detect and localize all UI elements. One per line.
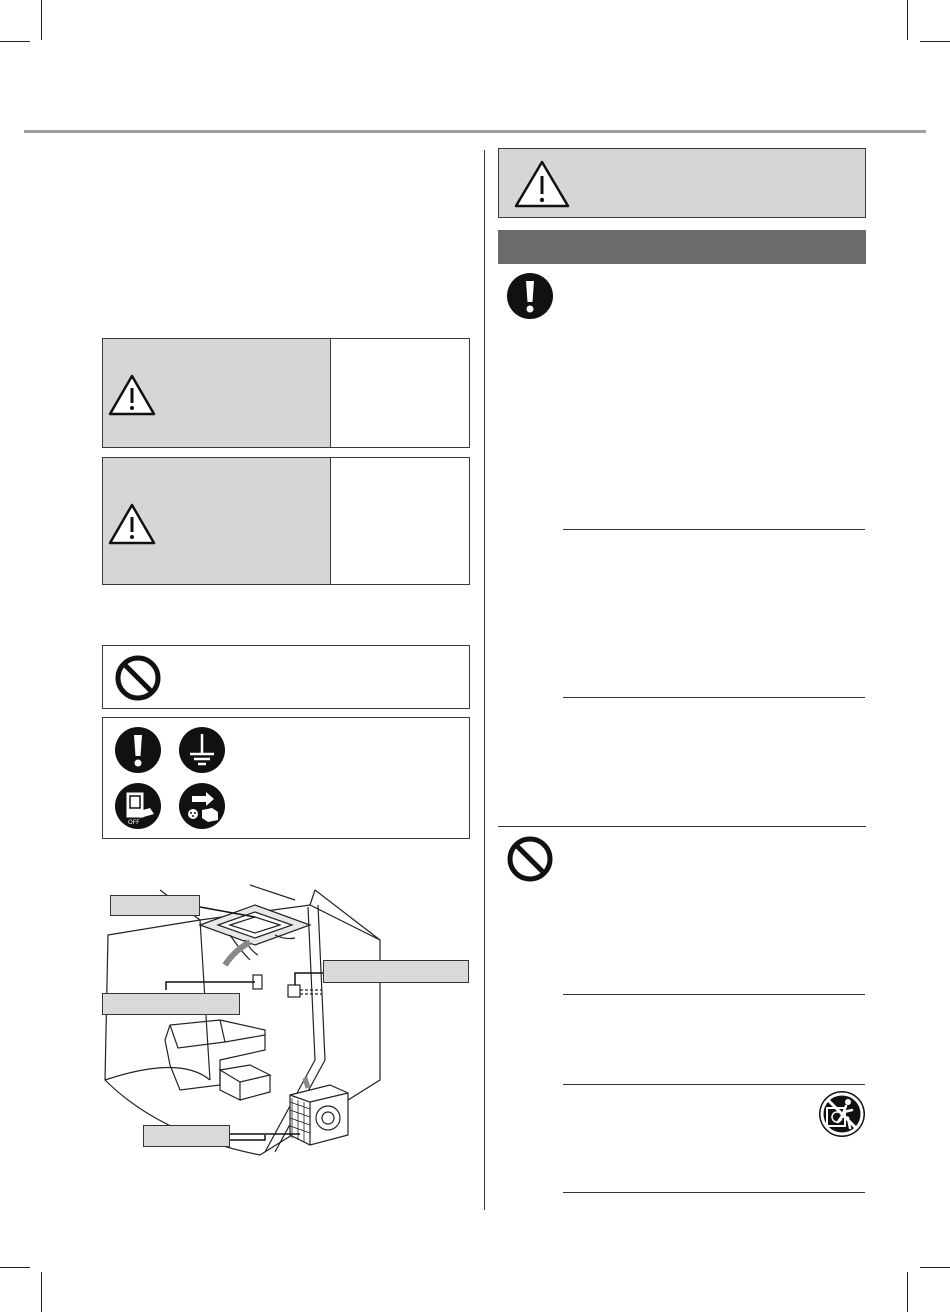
- crop-mark-tr-vertical: [907, 0, 908, 40]
- caution-label-cell: [102, 457, 331, 585]
- warning-label-cell: [102, 338, 331, 448]
- outdoor-unit-callout: [143, 1125, 230, 1147]
- no-climbing-icon: [818, 1090, 866, 1138]
- remote-controller-callout: [102, 993, 240, 1015]
- section-bar: [498, 230, 866, 264]
- indoor-unit-callout: [110, 895, 200, 916]
- prohibited-icon: [506, 835, 554, 883]
- crop-mark-tl-horizontal: [0, 41, 30, 42]
- warning-triangle-icon: [107, 373, 157, 417]
- exclamation-icon: [506, 272, 554, 320]
- crop-mark-tl-vertical: [41, 0, 42, 40]
- room-illustration: [100, 880, 470, 1160]
- warning-table-row-2: [102, 457, 470, 585]
- warning-triangle-icon: [107, 502, 157, 546]
- crop-mark-br-vertical: [907, 1272, 908, 1312]
- ground-icon: [178, 726, 226, 774]
- svg-text:OFF: OFF: [128, 819, 140, 826]
- crop-mark-br-horizontal: [920, 1267, 950, 1268]
- prohibited-icon: [114, 654, 162, 702]
- warning-description-cell: [330, 338, 470, 448]
- exclamation-icon: [114, 726, 162, 774]
- unplug-icon: [178, 782, 226, 830]
- rule-1: [563, 529, 865, 530]
- prohibited-legend: [102, 645, 470, 709]
- column-divider: [484, 150, 485, 1210]
- warning-table-row-1: [102, 338, 470, 448]
- switch-off-icon: [114, 782, 162, 830]
- section-bar-title: [498, 239, 508, 254]
- crop-mark-bl-horizontal: [0, 1267, 30, 1268]
- power-outlet-callout: [323, 960, 469, 983]
- rule-2: [563, 697, 865, 698]
- installation-diagram: [100, 880, 470, 1160]
- crop-mark-bl-vertical: [41, 1272, 42, 1312]
- rule-5: [563, 1192, 865, 1193]
- mandatory-legend: [102, 717, 470, 839]
- crop-mark-tr-horizontal: [920, 41, 950, 42]
- rule-4: [563, 1084, 865, 1085]
- block-divider: [498, 826, 866, 827]
- warning-triangle-icon: [513, 159, 571, 209]
- caution-description-cell: [330, 457, 470, 585]
- rule-3: [563, 994, 865, 995]
- warning-header-panel: [498, 148, 866, 218]
- header-rule: [24, 130, 926, 133]
